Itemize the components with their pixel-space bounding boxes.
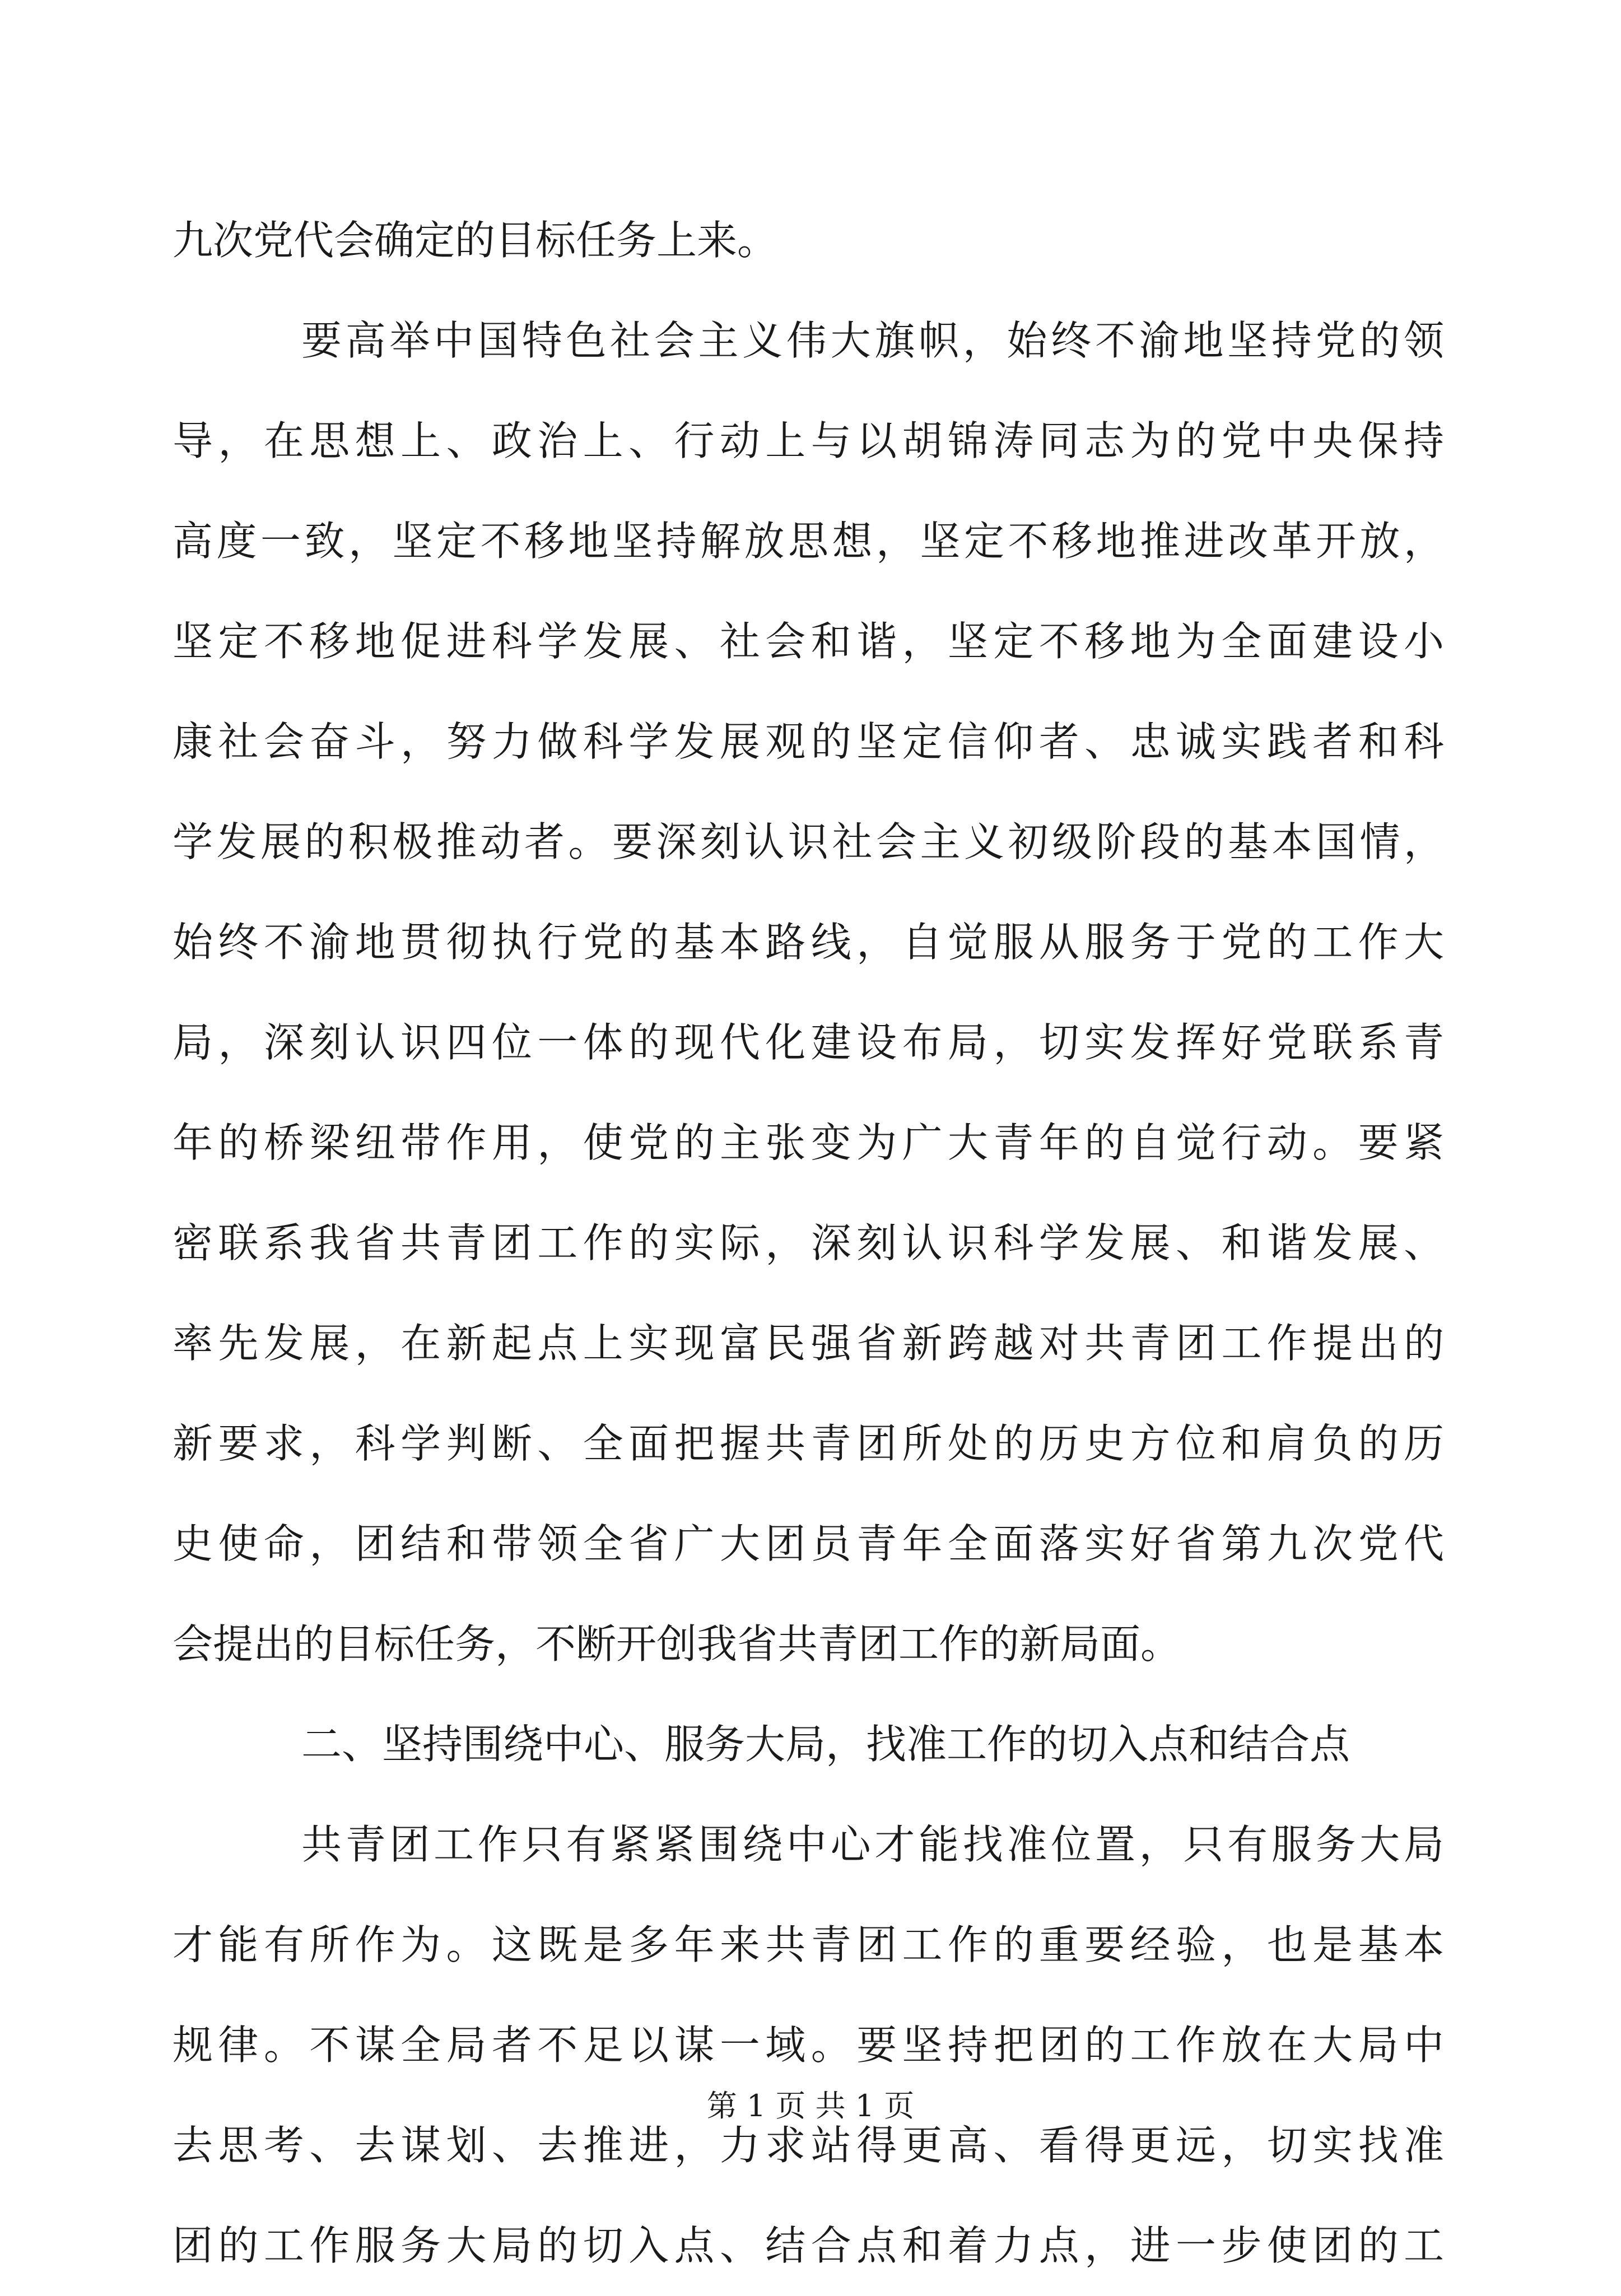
page-number-label: 第 1 页 共 1 页 [706,2088,915,2123]
text-line: 密联系我省共青团工作的实际，深刻认识科学发展、和谐发展、 [173,1219,1444,1266]
text-line: 才能有所作为。这既是多年来共青团工作的重要经验，也是基本 [173,1921,1444,1968]
page-footer [0,2084,1621,2129]
text-line: 去思考、去谋划、去推进，力求站得更高、看得更远，切实找准 [173,2122,1444,2169]
text-line: 康社会奋斗，努力做科学发展观的坚定信仰者、忠诚实践者和科 [173,718,1444,765]
text-line: 九次党代会确定的目标任务上来。 [173,217,778,264]
text-line: 年的桥梁纽带作用，使党的主张变为广大青年的自觉行动。要紧 [173,1119,1444,1166]
paragraph-start-line: 要高举中国特色社会主义伟大旗帜，始终不渝地坚持党的领 [301,317,1444,364]
section-heading: 二、坚持围绕中心、服务大局，找准工作的切入点和结合点 [301,1721,1350,1768]
text-line: 规律。不谋全局者不足以谋一域。要坚持把团的工作放在大局中 [173,2022,1444,2069]
text-line: 始终不渝地贯彻执行党的基本路线，自觉服从服务于党的工作大 [173,919,1444,966]
text-line: 史使命，团结和带领全省广大团员青年全面落实好省第九次党代 [173,1520,1444,1567]
document-body [173,190,1444,2296]
text-line: 新要求，科学判断、全面把握共青团所处的历史方位和肩负的历 [173,1420,1444,1467]
text-line: 高度一致，坚定不移地坚持解放思想，坚定不移地推进改革开放， [173,518,1444,565]
text-line: 会提出的目标任务，不断开创我省共青团工作的新局面。 [173,1620,1181,1668]
text-line: 局，深刻认识四位一体的现代化建设布局，切实发挥好党联系青 [173,1019,1444,1066]
text-line: 团的工作服务大局的切入点、结合点和着力点，进一步使团的工 [173,2222,1444,2269]
text-line: 导，在思想上、政治上、行动上与以胡锦涛同志为的党中央保持 [173,417,1444,464]
paragraph-start-line: 共青团工作只有紧紧围绕中心才能找准位置，只有服务大局 [301,1821,1444,1868]
text-line: 学发展的积极推动者。要深刻认识社会主义初级阶段的基本国情， [173,818,1444,865]
text-line: 坚定不移地促进科学发展、社会和谐，坚定不移地为全面建设小 [173,618,1444,665]
text-line: 率先发展，在新起点上实现富民强省新跨越对共青团工作提出的 [173,1320,1444,1367]
